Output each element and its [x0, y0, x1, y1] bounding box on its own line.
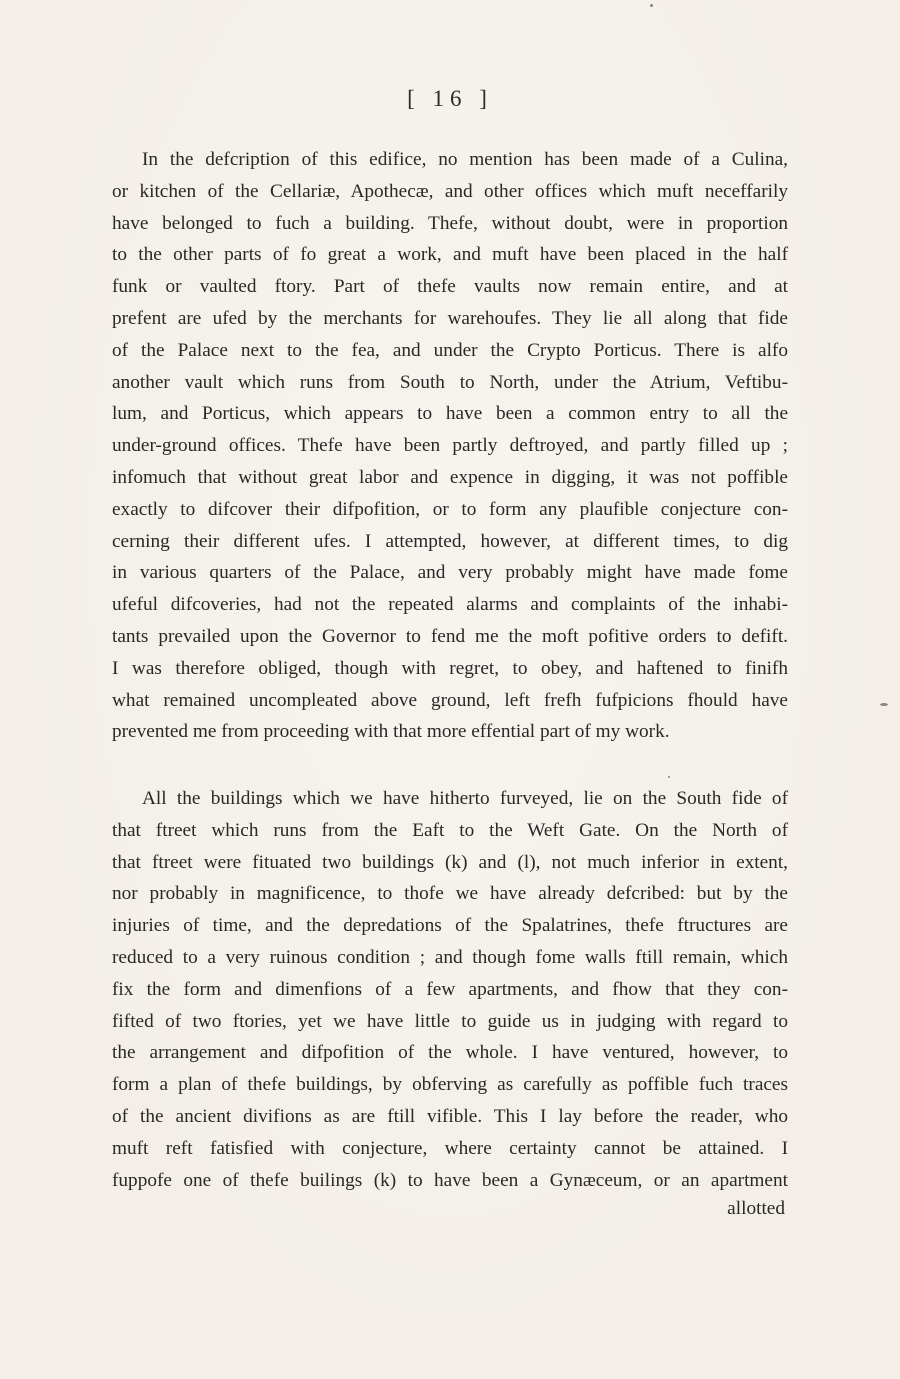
- paper-speck: [668, 776, 670, 778]
- text-line: what remained uncompleated above ground, left frefh fufpicions fhould have: [112, 689, 788, 711]
- text-line: fuppofe one of thefe builings (k) to have been a Gynæceum, or an apartment: [112, 1169, 788, 1191]
- text-line: funk or vaulted ftory. Part of thefe vaults now remain entire, and at: [112, 276, 788, 298]
- text-line: fix the form and dimenfions of a few apartments, and fhow that they con-: [112, 978, 788, 1000]
- text-line: another vault which runs from South to North, under the Atrium, Veftibu-: [112, 371, 788, 393]
- text-line: in various quarters of the Palace, and very probably might have made fome: [112, 562, 788, 584]
- text-line: the arrangement and difpofition of the whole. I have ventured, however, to: [112, 1042, 788, 1064]
- paper-speck: [880, 703, 888, 706]
- text-line: reduced to a very ruinous condition ; and though fome walls ftill remain, which: [112, 946, 788, 968]
- text-line: under-ground offices. Thefe have been partly deftroyed, and partly filled up ;: [112, 435, 788, 457]
- text-line: muft reft fatisfied with conjecture, where certainty cannot be attained. I: [112, 1137, 788, 1159]
- paragraph-north-buildings: [112, 783, 788, 1196]
- text-line: tants prevailed upon the Governor to fend me the moft pofitive orders to defift.: [112, 625, 788, 647]
- text-line: of the ancient divifions as are ftill vifible. This I lay before the reader, who: [112, 1105, 788, 1127]
- text-line: or kitchen of the Cellariæ, Apothecæ, and other offices which muft neceffarily: [112, 180, 788, 202]
- text-line: nor probably in magnificence, to thofe we have already defcribed: but by the: [112, 883, 788, 905]
- text-line: lum, and Porticus, which appears to have been a common entry to all the: [112, 403, 788, 425]
- paragraph-vaults: [112, 144, 788, 748]
- text-line: prevented me from proceeding with that more effential part of my work.: [112, 721, 670, 743]
- text-line: injuries of time, and the depredations of the Spalatrines, thefe ftructures are: [112, 915, 788, 937]
- text-line: fifted of two ftories, yet we have little to guide us in judging with regard to: [112, 1010, 788, 1032]
- text-line: In the defcription of this edifice, no mention has been made of a Culina,: [142, 149, 788, 170]
- text-line: of the Palace next to the fea, and under the Crypto Porticus. There is alfo: [112, 339, 788, 361]
- paper-speck: [650, 4, 653, 7]
- page-number: [ 16 ]: [407, 86, 493, 111]
- text-line: I was therefore obliged, though with regret, to obey, and haftened to finifh: [112, 657, 788, 679]
- text-line: exactly to difcover their difpofition, or to form any plaufible conjecture con-: [112, 498, 788, 520]
- catchword: allotted: [727, 1198, 785, 1219]
- text-line: ufeful difcoveries, had not the repeated alarms and complaints of the inhabi-: [112, 594, 788, 616]
- text-line: to the other parts of fo great a work, and muft have been placed in the half: [112, 244, 788, 266]
- text-line: that ftreet were fituated two buildings (k) and (l), not much inferior in extent,: [112, 851, 788, 873]
- text-line: cerning their different ufes. I attempted, however, at different times, to dig: [112, 530, 788, 552]
- text-line: form a plan of thefe buildings, by obferving as carefully as poffible fuch traces: [112, 1074, 788, 1096]
- text-line: that ftreet which runs from the Eaft to the Weft Gate. On the North of: [112, 819, 788, 841]
- text-line: infomuch that without great labor and expence in digging, it was not poffible: [112, 466, 788, 488]
- text-line: prefent are ufed by the merchants for warehoufes. They lie all along that fide: [112, 307, 788, 329]
- text-line: All the buildings which we have hitherto furveyed, lie on the South fide of: [142, 788, 788, 809]
- text-line: have belonged to fuch a building. Thefe, without doubt, were in proportion: [112, 212, 788, 234]
